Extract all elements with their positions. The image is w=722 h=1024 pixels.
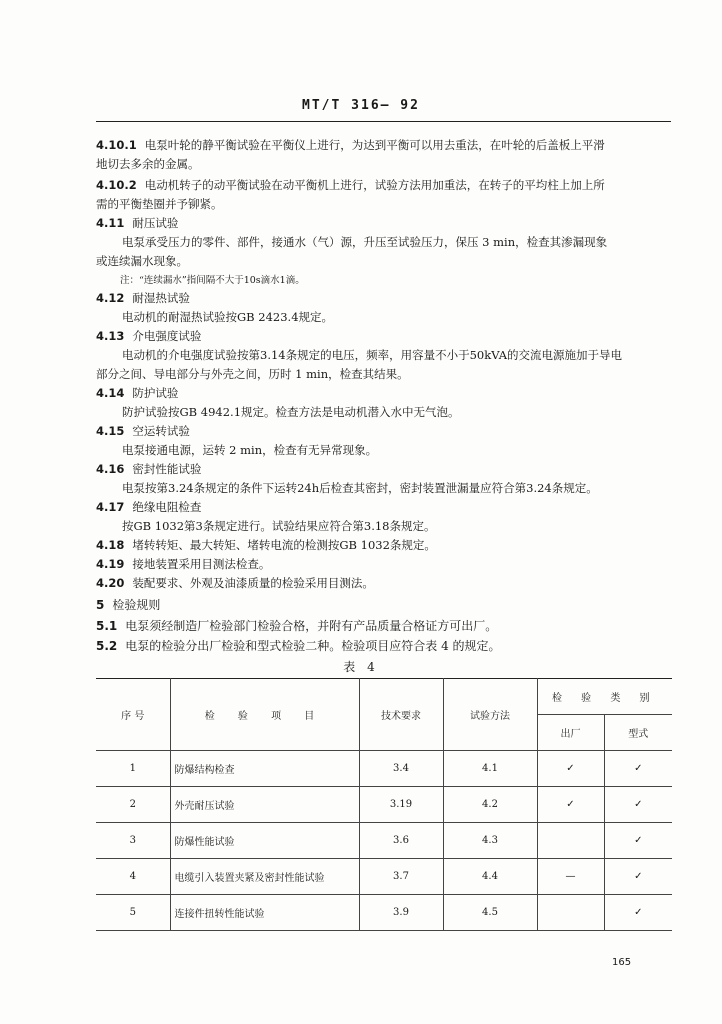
text-line-l6 xyxy=(122,233,607,251)
cell-seq: 5 xyxy=(96,895,170,931)
cell-type: ✓ xyxy=(604,751,672,787)
clause-text: 耐湿热试验 xyxy=(132,291,190,305)
clause-number: 4.10.2 xyxy=(96,178,137,192)
inspection-table xyxy=(96,678,672,931)
cell-item: 防爆性能试验 xyxy=(170,823,359,859)
clause-text: 电泵接通电源，运转 2 min，检查有无异常现象。 xyxy=(122,443,378,457)
clause-number: 5.1 xyxy=(96,619,118,633)
cell-req: 3.9 xyxy=(359,895,443,931)
header-req: 技术要求 xyxy=(359,679,443,751)
clause-number: 4.12 xyxy=(96,291,125,305)
text-line-l8 xyxy=(120,272,305,290)
cell-req: 3.4 xyxy=(359,751,443,787)
clause-number: 5.2 xyxy=(96,639,118,653)
clause-text: 绝缘电阻检查 xyxy=(132,500,202,514)
cell-item: 防爆结构检查 xyxy=(170,751,359,787)
text-line-l7 xyxy=(96,252,188,270)
clause-number: 4.10.1 xyxy=(96,138,137,152)
clause-number: 4.18 xyxy=(96,538,125,552)
clause-text: 电动机的介电强度试验按第3.14条规定的电压，频率，用容量不小于50kVA的交流电源施加于导电 xyxy=(122,348,623,362)
clause-text: 按GB 1032第3条规定进行。试验结果应符合第3.18条规定。 xyxy=(122,519,436,533)
text-line-l24 xyxy=(96,574,374,592)
text-line-l16 xyxy=(96,422,190,440)
text-line-l25 xyxy=(96,596,160,614)
clause-number: 5 xyxy=(96,598,105,612)
clause-number: 4.20 xyxy=(96,576,125,590)
text-line-l20 xyxy=(96,498,201,516)
text-line-l9 xyxy=(96,289,190,307)
text-line-l4 xyxy=(96,195,223,213)
cell-type: ✓ xyxy=(604,787,672,823)
text-line-l2 xyxy=(96,155,200,173)
cell-req: 3.7 xyxy=(359,859,443,895)
clause-text: 装配要求、外观及油漆质量的检验采用目测法。 xyxy=(132,576,374,590)
clause-text: 防护试验 xyxy=(132,386,179,400)
clause-text: 需的平衡垫圈并予铆紧。 xyxy=(96,197,223,211)
clause-text: 电泵须经制造厂检验部门检验合格，并附有产品质量合格证方可出厂。 xyxy=(125,619,498,633)
table-row xyxy=(96,751,672,787)
header-rule xyxy=(96,121,671,122)
cell-req: 3.6 xyxy=(359,823,443,859)
clause-text: 接地装置采用目测法检查。 xyxy=(132,557,271,571)
table-row xyxy=(96,859,672,895)
text-line-l17 xyxy=(122,441,377,459)
clause-text: 电动机转子的动平衡试验在动平衡机上进行，试验方法用加重法，在转子的平均柱上加上所 xyxy=(144,178,605,192)
cell-seq: 2 xyxy=(96,787,170,823)
cell-type: ✓ xyxy=(604,823,672,859)
header-seq: 序 号 xyxy=(96,679,170,751)
clause-number: 4.19 xyxy=(96,557,125,571)
text-line-l10 xyxy=(122,308,333,326)
cell-item: 连接件扭转性能试验 xyxy=(170,895,359,931)
text-line-l5 xyxy=(96,214,178,232)
table-row xyxy=(96,787,672,823)
cell-item: 电缆引入装置夹紧及密封性能试验 xyxy=(170,859,359,895)
clause-text: 电泵按第3.24条规定的条件下运转24h后检查其密封，密封装置泄漏量应符合第3.24条规定。 xyxy=(122,481,598,495)
cell-method: 4.1 xyxy=(443,751,537,787)
clause-text: 地切去多余的金属。 xyxy=(96,157,200,171)
clause-text: 电泵的检验分出厂检验和型式检验二种。检验项目应符合表 4 的规定。 xyxy=(125,639,501,653)
page-number: 165 xyxy=(612,957,632,968)
clause-text: 介电强度试验 xyxy=(132,329,202,343)
clause-text: 密封性能试验 xyxy=(132,462,202,476)
table-caption: 表 4 xyxy=(343,660,379,674)
cell-seq: 1 xyxy=(96,751,170,787)
text-line-l19 xyxy=(122,479,598,497)
cell-item: 外壳耐压试验 xyxy=(170,787,359,823)
clause-number: 4.11 xyxy=(96,216,125,230)
clause-text: 检验规则 xyxy=(112,598,161,612)
cell-seq: 4 xyxy=(96,859,170,895)
cell-type: ✓ xyxy=(604,895,672,931)
clause-text: 电泵承受压力的零件、部件，接通水（气）源，升压至试验压力，保压 3 min，检查其渗漏现象 xyxy=(122,235,608,249)
page-header: MT/T 316— 92 xyxy=(302,98,420,113)
cell-factory: ✓ xyxy=(537,787,604,823)
text-line-l12 xyxy=(122,346,622,364)
header-factory: 出厂 xyxy=(537,715,604,751)
text-line-l26 xyxy=(96,617,497,635)
clause-text: 电动机的耐湿热试验按GB 2423.4规定。 xyxy=(122,310,334,324)
text-line-l1 xyxy=(96,136,605,154)
clause-text: 注：“连续漏水”指间隔不大于10s滴水1滴。 xyxy=(120,275,305,286)
header-item: 检 验 项 目 xyxy=(170,679,359,751)
clause-number: 4.14 xyxy=(96,386,125,400)
text-line-l3 xyxy=(96,176,605,194)
clause-number: 4.15 xyxy=(96,424,125,438)
cell-factory: ✓ xyxy=(537,751,604,787)
text-line-l23 xyxy=(96,555,270,573)
cell-method: 4.3 xyxy=(443,823,537,859)
cell-factory xyxy=(537,823,604,859)
cell-req: 3.19 xyxy=(359,787,443,823)
header-category: 检 验 类 别 xyxy=(537,679,672,715)
table-row xyxy=(96,895,672,931)
text-line-l13 xyxy=(96,365,409,383)
clause-text: 防护试验按GB 4942.1规定。检查方法是电动机潜入水中无气泡。 xyxy=(122,405,460,419)
clause-text: 堵转转矩、最大转矩、堵转电流的检测按GB 1032条规定。 xyxy=(132,538,436,552)
text-line-l18 xyxy=(96,460,201,478)
cell-method: 4.2 xyxy=(443,787,537,823)
cell-factory: — xyxy=(537,859,604,895)
cell-seq: 3 xyxy=(96,823,170,859)
cell-method: 4.5 xyxy=(443,895,537,931)
header-type: 型式 xyxy=(604,715,672,751)
table-row xyxy=(96,823,672,859)
clause-text: 电泵叶轮的静平衡试验在平衡仪上进行，为达到平衡可以用去重法，在叶轮的后盖板上平滑 xyxy=(144,138,605,152)
clause-text: 空运转试验 xyxy=(132,424,190,438)
clause-text: 部分之间、导电部分与外壳之间，历时 1 min，检查其结果。 xyxy=(96,367,409,381)
clause-number: 4.17 xyxy=(96,500,125,514)
text-line-l14 xyxy=(96,384,178,402)
cell-factory xyxy=(537,895,604,931)
cell-type: ✓ xyxy=(604,859,672,895)
text-line-l22 xyxy=(96,536,436,554)
clause-text: 或连续漏水现象。 xyxy=(96,254,188,268)
text-line-l27 xyxy=(96,637,501,655)
clause-number: 4.16 xyxy=(96,462,125,476)
header-method: 试验方法 xyxy=(443,679,537,751)
text-line-l15 xyxy=(122,403,460,421)
clause-number: 4.13 xyxy=(96,329,125,343)
cell-method: 4.4 xyxy=(443,859,537,895)
text-line-l21 xyxy=(122,517,435,535)
clause-text: 耐压试验 xyxy=(132,216,179,230)
text-line-l11 xyxy=(96,327,201,345)
